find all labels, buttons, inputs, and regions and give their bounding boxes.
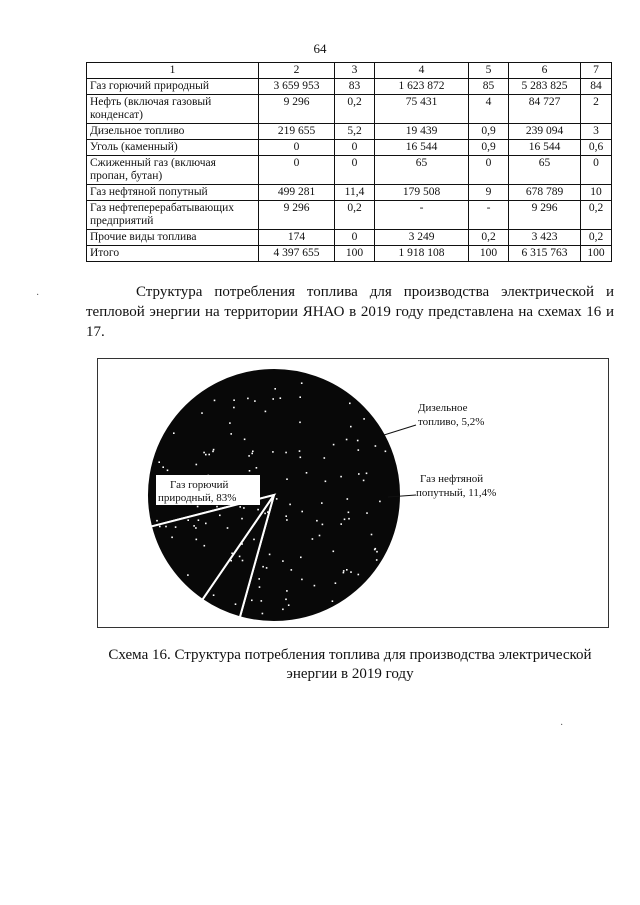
scan-speck [267,511,269,513]
scan-speck [187,574,189,576]
column-header: 6 [509,63,581,79]
scan-speck [219,515,221,517]
scan-speck [348,518,350,520]
value-cell: 2 [581,95,612,124]
value-cell: 85 [469,79,509,95]
scan-speck [243,507,245,509]
scan-speck [357,440,359,442]
scan-speck [288,604,290,606]
table-row [87,156,612,185]
scan-speck [282,560,284,562]
value-cell: 0 [335,156,375,185]
value-cell: 6 315 763 [509,246,581,262]
scan-speck [233,407,235,409]
value-cell: 0,6 [581,140,612,156]
scan-speck [348,512,350,514]
chart-label-apg-line2: попутный, 11,4% [416,487,497,499]
scan-speck [343,570,345,572]
value-cell: 16 544 [375,140,469,156]
table-row [87,124,612,140]
scan-speck [325,481,327,483]
scan-speck [213,594,215,596]
scan-speck [171,537,173,539]
scan-speck [167,470,169,472]
table-header-row [87,63,612,79]
scan-mark: · [36,290,40,301]
row-label-cell: Итого [87,246,259,262]
value-cell: 9 296 [259,95,335,124]
column-header: 4 [375,63,469,79]
scan-speck [366,512,368,514]
column-header: 5 [469,63,509,79]
scan-speck [156,520,158,522]
scan-speck [214,400,216,402]
value-cell: 11,4 [335,185,375,201]
scan-speck [282,609,284,611]
scan-speck [274,388,276,390]
table-row [87,95,612,124]
scan-speck [173,432,175,434]
scan-speck [196,539,198,541]
column-header: 1 [87,63,259,79]
value-cell: 100 [581,246,612,262]
scan-speck [227,527,229,529]
value-cell: 4 397 655 [259,246,335,262]
value-cell: 0 [259,140,335,156]
row-label-cell: Дизельное топливо [87,124,259,140]
value-cell: 0,2 [469,230,509,246]
scan-speck [346,569,348,571]
scan-speck [264,513,266,515]
scan-speck [213,449,215,451]
scan-speck [286,519,288,521]
scan-speck [262,566,264,568]
value-cell: 0,2 [335,201,375,230]
scan-speck [350,571,352,573]
value-cell: 499 281 [259,185,335,201]
scan-speck [276,498,278,500]
scan-speck [241,518,243,520]
scan-speck [187,519,189,521]
scan-speck [239,556,241,558]
value-cell: 1 623 872 [375,79,469,95]
scan-speck [333,551,335,553]
value-cell: 4 [469,95,509,124]
scan-speck [254,400,256,402]
table-row [87,140,612,156]
scan-speck [262,613,264,615]
scan-speck [333,444,335,446]
scan-speck [201,412,203,414]
value-cell: 219 655 [259,124,335,140]
fuel-table [86,62,612,262]
value-cell: 83 [335,79,375,95]
scan-speck [286,478,288,480]
scan-speck [344,519,346,521]
scan-speck [291,569,293,571]
scan-speck [165,526,167,528]
scan-speck [347,498,349,500]
scan-speck [379,501,381,503]
scan-speck [376,559,378,561]
chart-label-gas-line2: природный, 83% [158,492,237,504]
value-cell: 16 544 [509,140,581,156]
value-cell: 5,2 [335,124,375,140]
scan-speck [272,398,274,400]
scan-speck [280,397,282,399]
scan-speck [350,426,352,428]
scan-speck [371,534,373,536]
value-cell: 0,2 [581,201,612,230]
scan-speck [301,579,303,581]
body-paragraph: Структура потребления топлива для производства электрической и тепловой энергии на территории ЯНАО в 2019 году представлена на схемах 16 и 17. [86,284,614,340]
scan-speck [257,509,259,511]
scan-speck [230,433,232,435]
page-number: 64 [313,41,327,56]
value-cell: 678 789 [509,185,581,201]
scan-speck [312,538,314,540]
scan-speck [256,467,258,469]
scan-speck [285,452,287,454]
row-label-cell: Сжиженный газ (включая пропан, бутан) [87,156,259,185]
value-cell: 0,2 [335,95,375,124]
pie-chart-frame [97,358,609,628]
value-cell: 0 [581,156,612,185]
value-cell: 65 [375,156,469,185]
value-cell: 1 918 108 [375,246,469,262]
scan-speck [358,449,360,451]
scan-speck [265,411,267,413]
row-label-cell: Нефть (включая газовый конденсат) [87,95,259,124]
value-cell: 5 283 825 [509,79,581,95]
value-cell: 75 431 [375,95,469,124]
scan-speck [162,466,164,468]
scan-speck [233,399,235,401]
value-cell: 9 296 [509,201,581,230]
scan-speck [242,560,244,562]
value-cell: 65 [509,156,581,185]
scan-speck [316,520,318,522]
scan-speck [251,600,253,602]
scan-speck [375,445,377,447]
scan-speck [363,480,365,482]
value-cell: 84 [581,79,612,95]
scan-speck [261,600,263,602]
figure-caption: Схема 16. Структура потребления топлива для производства электрической энергии в 2019 году [108,647,592,682]
scan-speck [175,526,177,528]
value-cell: 3 659 953 [259,79,335,95]
column-header: 2 [259,63,335,79]
scan-speck [289,504,291,506]
row-label-cell: Газ нефтяной попутный [87,185,259,201]
scan-mark: · [560,720,564,731]
scan-speck [269,554,271,556]
scan-speck [319,535,321,537]
scan-speck [230,560,232,562]
scan-speck [385,451,387,453]
table-row [87,246,612,262]
scan-speck [285,515,287,517]
scan-speck [324,457,326,459]
value-cell: 10 [581,185,612,201]
chart-label-apg-line1: Газ нефтяной [420,473,484,485]
scan-speck [205,454,207,456]
scan-speck [343,572,345,574]
scan-speck [204,545,206,547]
scan-speck [253,539,255,541]
value-cell: 100 [335,246,375,262]
scan-speck [252,451,254,453]
scan-speck [158,461,160,463]
column-header: 3 [335,63,375,79]
scan-speck [247,398,249,400]
scan-speck [286,590,288,592]
scan-speck [332,600,334,602]
scan-speck [314,585,316,587]
scan-speck [299,396,301,398]
value-cell: 0 [335,230,375,246]
scan-speck [299,422,301,424]
scan-speck [300,457,302,459]
scan-speck [248,455,250,457]
value-cell: 0 [259,156,335,185]
row-label-cell: Газ нефтеперерабатывающих предприятий [87,201,259,230]
row-label-cell: Уголь (каменный) [87,140,259,156]
scan-speck [322,524,324,526]
scan-speck [375,548,377,550]
scan-speck [231,553,233,555]
scan-speck [301,511,303,513]
value-cell: 84 727 [509,95,581,124]
value-cell: 19 439 [375,124,469,140]
scan-speck [366,473,368,475]
scan-speck [299,450,301,452]
chart-label-diesel-line2: топливо, 5,2% [418,416,485,428]
scan-speck [229,422,231,424]
scan-speck [203,452,205,454]
value-cell: 0 [469,156,509,185]
row-label-cell: Прочие виды топлива [87,230,259,246]
scan-speck [321,502,323,504]
value-cell: 100 [469,246,509,262]
scan-speck [358,473,360,475]
row-label-cell: Газ горючий природный [87,79,259,95]
scan-speck [285,599,287,601]
value-cell: 9 [469,185,509,201]
value-cell: 239 094 [509,124,581,140]
scan-speck [300,557,302,559]
scan-speck [159,526,161,528]
scan-speck [241,543,243,545]
scan-speck [376,551,378,553]
value-cell: 3 [581,124,612,140]
table-row [87,185,612,201]
chart-label-diesel-line1: Дизельное [418,402,468,414]
scan-speck [197,506,199,508]
scan-speck [340,476,342,478]
scan-speck [363,418,365,420]
scan-speck [216,506,218,508]
scan-speck [346,439,348,441]
scan-speck [358,574,360,576]
scan-speck [306,472,308,474]
scan-speck [239,506,241,508]
table-row [87,230,612,246]
value-cell: 3 423 [509,230,581,246]
scan-speck [251,453,253,455]
value-cell: 0,9 [469,140,509,156]
scan-speck [335,582,337,584]
diesel-leader-line [384,425,416,435]
scan-speck [340,523,342,525]
scan-speck [205,523,207,525]
scan-speck [249,470,251,472]
value-cell: 174 [259,230,335,246]
scan-speck [235,603,237,605]
scan-speck [258,578,260,580]
pie-chart [98,359,608,627]
value-cell: 0 [335,140,375,156]
scan-speck [195,527,197,529]
scan-speck [212,451,214,453]
scan-speck [301,382,303,384]
table-row [87,201,612,230]
scan-speck [349,403,351,405]
table-row [87,79,612,95]
value-cell: 0,9 [469,124,509,140]
value-cell: 3 249 [375,230,469,246]
scan-speck [208,454,210,456]
chart-label-gas-line1: Газ горючий [170,479,229,491]
scan-speck [196,464,198,466]
scan-speck [266,567,268,569]
table-body [87,79,612,262]
scan-speck [193,525,195,527]
value-cell: - [469,201,509,230]
scan-speck [198,519,200,521]
value-cell: 179 508 [375,185,469,201]
value-cell: 0,2 [581,230,612,246]
scan-speck [272,451,274,453]
value-cell: - [375,201,469,230]
value-cell: 9 296 [259,201,335,230]
scan-speck [244,439,246,441]
column-header: 7 [581,63,612,79]
scan-speck [259,586,261,588]
